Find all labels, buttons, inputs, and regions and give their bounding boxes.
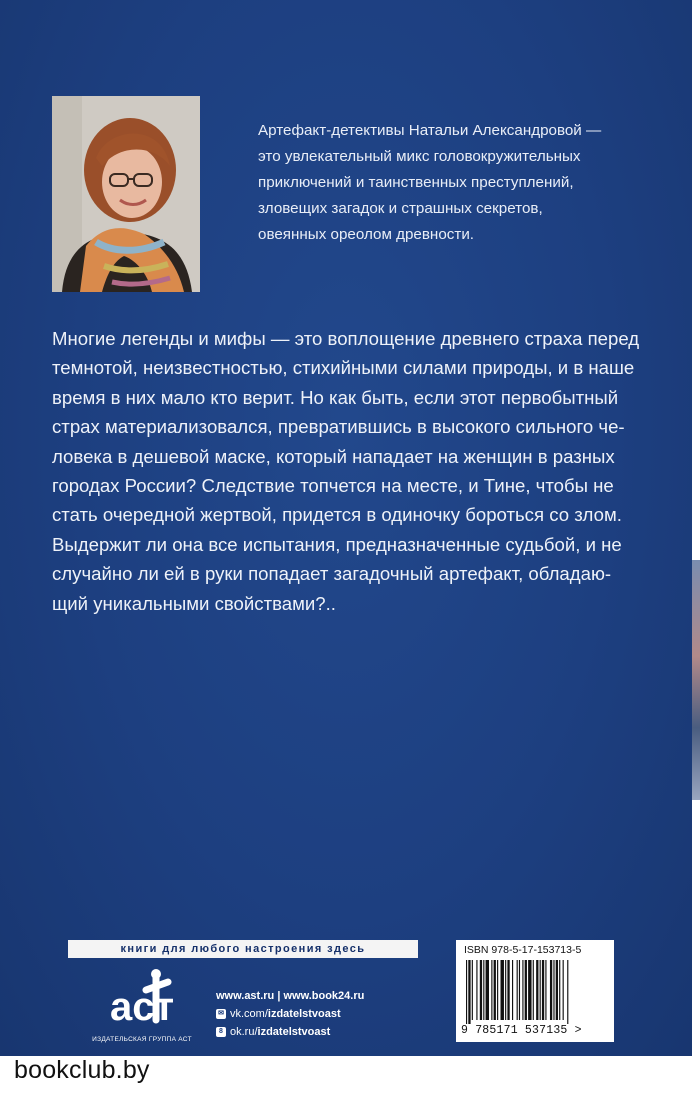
- vk-handle: izdatelstvoast: [267, 1008, 341, 1020]
- logo-text: аст: [110, 985, 175, 1029]
- author-blurb: Артефакт-детективы Натальи Александровой — это увлекательный микс головокружительных приключений и таинственных преступлений, зловещих загадок и страшных секретов, овеянных ореолом древности.: [258, 122, 602, 243]
- isbn-digits: 9 785171 537135 >: [461, 1024, 582, 1037]
- author-photo: [52, 96, 200, 292]
- tagline-bar: книги для любого настроения здесь: [68, 940, 418, 958]
- vk-prefix: vk.com/: [230, 1008, 268, 1020]
- websites-text[interactable]: www.ast.ru | www.book24.ru: [216, 990, 365, 1002]
- publisher-links: [216, 990, 364, 1038]
- book-annotation: Многие легенды и мифы — это воплощение древнего страха перед темнотой, неизвестностью, стихийными силами природы, и в наше время в них мало кто верит. Но как быть, если этот первобытный страх материализовался, превратившись в высокого сильного че- ловека в дешевой маске, который нападает на женщин в разных городах России? Следствие топчется на месте, и Тине, чтобы не стать очередной жертвой, придется в одиночку бороться со злом. Выдержит ли она все испытания, предназначенные судьбой, и не случайно ли ей в руки попадает загадочный артефакт, обладаю- щий уникальными свойствами?..: [52, 328, 640, 614]
- ok-icon: 8: [216, 1027, 226, 1037]
- ok-link[interactable]: [216, 1026, 364, 1038]
- vk-link[interactable]: [216, 1008, 364, 1020]
- isbn-barcode-box: [456, 940, 614, 1042]
- barcode: [464, 960, 608, 1024]
- adjacent-book-edge: [692, 560, 700, 800]
- ok-handle: izdatelstvoast: [257, 1026, 331, 1038]
- ok-prefix: ok.ru/: [230, 1026, 258, 1038]
- site-watermark: bookclub.by: [14, 1056, 150, 1084]
- logo-caption: ИЗДАТЕЛЬСКАЯ ГРУППА АСТ: [92, 1036, 192, 1043]
- vk-icon: ✉: [216, 1009, 226, 1019]
- publisher-logo: [92, 966, 192, 1050]
- isbn-label: ISBN 978-5-17-153713-5: [464, 944, 582, 956]
